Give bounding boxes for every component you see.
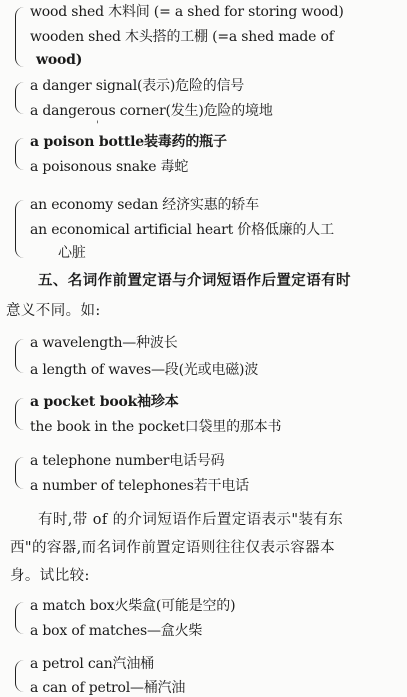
section-heading-five-cont: [6, 296, 396, 326]
example-line: a poison bottle装毒药的瓶子: [30, 134, 227, 150]
example-line: a box of matches—盒火柴: [30, 623, 203, 639]
brace: [15, 7, 26, 67]
example-line: a petrol can汽油桶: [30, 656, 154, 672]
example-line: an economical artificial heart 价格低廉的人工: [30, 222, 334, 238]
example-line: wood): [36, 52, 83, 68]
brace: [15, 660, 26, 692]
example-line: a can of petrol—桶汽油: [30, 680, 186, 696]
example-line: wooden shed 木头搭的工棚 (=a shed made of: [30, 29, 334, 45]
brace: [15, 82, 26, 114]
brace: [15, 138, 26, 170]
note-paragraph-line1: [38, 505, 407, 535]
note-line: 身。试比较:: [10, 568, 90, 584]
brace: [15, 339, 26, 373]
example-line: a length of waves—段(光或电磁)波: [30, 362, 259, 378]
example-line: a danger signal(表示)危险的信号: [30, 78, 245, 94]
note-line: 西"的容器,而名词作前置定语则往往仅表示容器本: [10, 540, 335, 556]
brace: [15, 200, 26, 258]
example-line: an economy sedan 经济实惠的轿车: [30, 197, 259, 213]
note-line: 有时,带 of 的介词短语作后置定语表示"装有东: [38, 512, 344, 528]
note-paragraph-line3: [10, 561, 400, 591]
section-heading-five: [38, 266, 407, 296]
section-heading-line: 五、名词作前置定语与介词短语作后置定语有时: [38, 272, 351, 289]
stray-mark: ': [96, 120, 99, 131]
example-line: a number of telephones若干电话: [30, 478, 249, 494]
example-line: a poisonous snake 毒蛇: [30, 159, 189, 175]
example-line: the book in the pocket口袋里的那本书: [30, 419, 282, 435]
example-line: wood shed 木料间 (= a shed for storing wood): [30, 4, 344, 20]
example-line: a match box火柴盒(可能是空的): [30, 598, 236, 614]
example-line: a pocket book袖珍本: [30, 394, 179, 410]
example-line: a telephone number电话号码: [30, 453, 225, 469]
section-heading-line: 意义不同。如:: [6, 303, 101, 319]
note-paragraph-line2: [10, 533, 400, 563]
brace: [15, 602, 26, 634]
example-line: a dangerous corner(发生)危险的境地: [30, 103, 273, 119]
example-line: 心脏: [58, 245, 86, 261]
brace: [15, 457, 26, 489]
example-line: a wavelength—种波长: [30, 335, 178, 351]
brace: [15, 398, 26, 430]
